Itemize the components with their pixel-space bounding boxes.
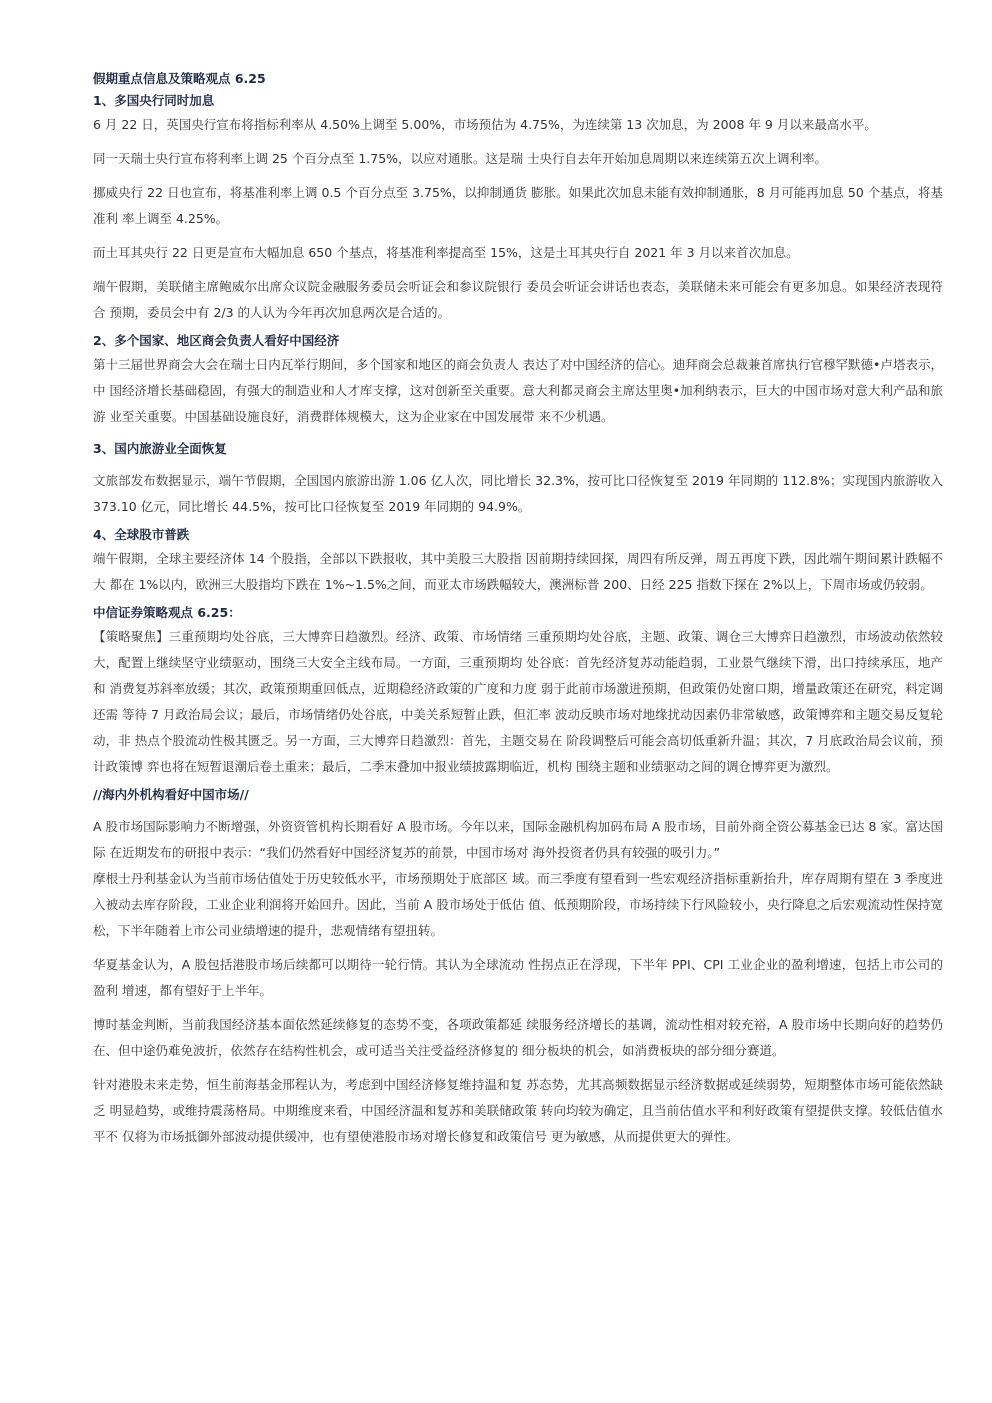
section-2-paragraph-1: 第十三届世界商会大会在瑞士日内瓦举行期间，多个国家和地区的商会负责人 表达了对中国经济的信心。迪拜商会总裁兼首席执行官穆罕默德•卢塔表示，中 国经济增长基础稳固，有强大的制造业和人才库支撑，这对创新至关重要。意大利都灵商会主席达里奥•加利纳表示，巨大的中国市场对意大利产品和旅游 业至关重要。中国基础设施良好，消费群体规模大，这为企业家在中国发展带 来不少机遇。 [93,357,943,424]
overseas-paragraph-2: 摩根士丹利基金认为当前市场估值处于历史较低水平，市场预期处于底部区 域。而三季度有望看到一些宏观经济指标重新抬升，库存周期有望在 3 季度进 入被动去库存阶段，工业企业利润将开始回升。因此，当前 A 股市场处于低估 值、低预期阶段，市场持续下行风险较小，央行降息之后宏观流动性保持宽 松，下半年随着上市公司业绩增速的提升，悲观情绪有望扭转。 [93,871,943,938]
overseas-paragraph-1: A 股市场国际影响力不断增强，外资资管机构长期看好 A 股市场。今年以来，国际金融机构加码布局 A 股市场，目前外商全资公募基金已达 8 家。富达国际 在近期发布的研报中表示：“我们仍然看好中国经济复苏的前景，中国市场对 海外投资者仍具有较强的吸引力。” [93,819,943,860]
section-1-paragraph-4: 而土耳其央行 22 日更是宣布大幅加息 650 个基点，将基准利率提高至 15%，这是土耳其央行自 2021 年 3 月以来首次加息。 [93,245,799,260]
strategy-heading: 中信证券策略观点 6.25： [93,605,241,620]
section-1-paragraph-5: 端午假期，美联储主席鲍威尔出席众议院金融服务委员会听证会和参议院银行 委员会听证会讲话也表态，美联储未来可能会有更多加息。如果经济表现符合 预期，委员会中有 2/3 的人认为今年再次加息两次是合适的。 [93,279,943,320]
section-4-paragraph-1: 端午假期，全球主要经济体 14 个股指，全部以下跌报收，其中美股三大股指 因前期持续回探，周四有所反弹，周五再度下跌，因此端午期间累计跌幅不大 都在 1%以内，欧洲三大股指均下跌在 1%~1.5%之间，而亚太市场跌幅较大，澳洲标普 200、日经 225 指数下探在 2%以上，下周市场或仍较弱。 [93,551,943,592]
overseas-heading: //海内外机构看好中国市场// [93,787,249,802]
section-3-paragraph-1: 文旅部发布数据显示，端午节假期，全国国内旅游出游 1.06 亿人次，同比增长 32.3%，按可比口径恢复至 2019 年同期的 112.8%；实现国内旅游收入 373.10 亿元，同比增长 44.5%，按可比口径恢复至 2019 年同期的 94.9%。 [93,473,943,514]
section-1-heading: 1、多国央行同时加息 [93,93,215,108]
overseas-paragraph-3: 华夏基金认为，A 股包括港股市场后续都可以期待一轮行情。其认为全球流动 性拐点正在浮现，下半年 PPI、CPI 工业企业的盈利增速，包括上市公司的盈利 增速，都有望好于上半年。 [93,957,943,998]
section-1-paragraph-3: 挪威央行 22 日也宣布，将基准利率上调 0.5 个百分点至 3.75%，以抑制通货 膨胀。如果此次加息未能有效抑制通胀，8 月可能再加息 50 个基点，将基准利 率上调至 4.25%。 [93,185,943,226]
section-1-paragraph-2: 同一天瑞士央行宣布将利率上调 25 个百分点至 1.75%，以应对通胀。这是瑞 士央行自去年开始加息周期以来连续第五次上调利率。 [93,151,828,166]
section-2-heading: 2、多个国家、地区商会负责人看好中国经济 [93,333,340,348]
section-1-paragraph-1: 6 月 22 日，英国央行宣布将指标利率从 4.50%上调至 5.00%，市场预估为 4.75%，为连续第 13 次加息，为 2008 年 9 月以来最高水平。 [93,117,877,132]
document-page [93,68,943,1150]
page-title: 假期重点信息及策略观点 6.25 [93,71,266,86]
overseas-paragraph-4: 博时基金判断，当前我国经济基本面依然延续修复的态势不变，各项政策都延 续服务经济增长的基调，流动性相对较充裕，A 股市场中长期向好的趋势仍 在、但中途仍难免波折，依然存在结构性机会，或可适当关注受益经济修复的 细分板块的机会，如消费板块的部分细分赛道。 [93,1017,943,1058]
section-4-heading: 4、全球股市普跌 [93,527,190,542]
strategy-paragraph: 【策略聚焦】三重预期均处谷底，三大博弈日趋激烈。经济、政策、市场情绪 三重预期均处谷底，主题、政策、调仓三大博弈日趋激烈，市场波动依然较 大，配置上继续坚守业绩驱动，围绕三大安全主线布局。一方面，三重预期均 处谷底：首先经济复苏动能趋弱，工业景气继续下滑，出口持续承压，地产和 消费复苏斜率放缓；其次，政策预期重回低点，近期稳经济政策的广度和力度 弱于此前市场激进预期，但政策仍处窗口期，增量政策还在研究，料定调还需 等待 7 月政治局会议；最后，市场情绪仍处谷底，中美关系短暂止跌，但汇率 波动反映市场对地缘扰动因素仍非常敏感，政策博弈和主题交易反复轮动，非 热点个股流动性极其匮乏。另一方面，三大博弈日趋激烈：首先，主题交易在 阶段调整后可能会高切低重新升温；其次，7 月底政治局会议前，预计政策博 弈也将在短暂退潮后卷土重来；最后，二季末叠加中报业绩披露期临近，机构 围绕主题和业绩驱动之间的调仓博弈更为激烈。 [93,629,943,774]
overseas-paragraph-5: 针对港股未来走势，恒生前海基金邢程认为，考虑到中国经济修复维持温和复 苏态势，尤其高频数据显示经济数据或延续弱势，短期整体市场可能依然缺乏 明显趋势，或维持震荡格局。中期维度来看，中国经济温和复苏和美联储政策 转向均较为确定，且当前估值水平和利好政策有望提供支撑。较低估值水平不 仅将为市场抵御外部波动提供缓冲，也有望使港股市场对增长修复和政策信号 更为敏感，从而提供更大的弹性。 [93,1077,943,1144]
section-3-heading: 3、国内旅游业全面恢复 [93,441,227,456]
